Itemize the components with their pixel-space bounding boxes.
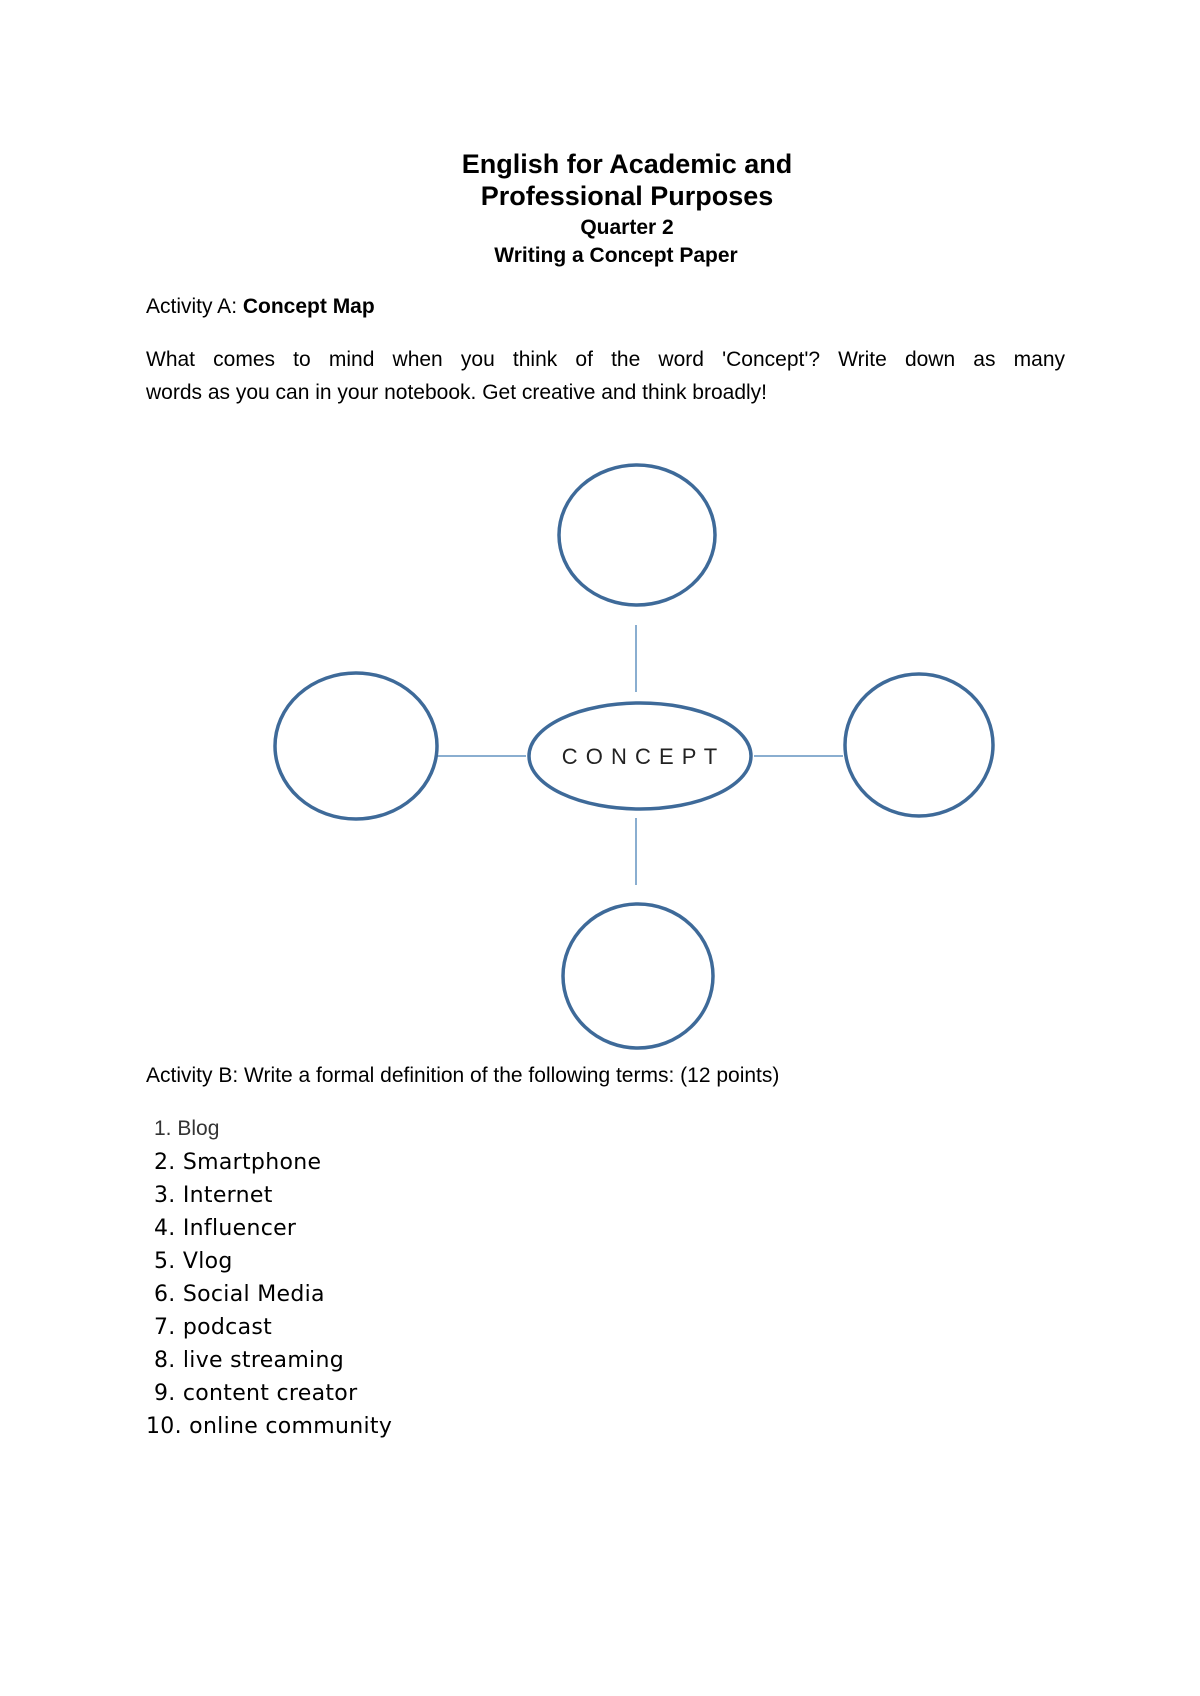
subtitle: Writing a Concept Paper [494,244,738,267]
terms-list [146,1114,392,1443]
title-line-1: English for Academic and [461,149,793,179]
list-item: 2. Smartphone [154,1150,322,1175]
list-item: 7. podcast [154,1315,273,1340]
activity-a-label: Activity A: [146,295,243,318]
list-item: 5. Vlog [154,1249,233,1274]
quarter-label: Quarter 2 [580,216,674,239]
list-item: 6. Social Media [154,1282,325,1307]
title-line-2: Professional Purposes [480,181,774,211]
activity-b-instruction: Activity B: Write a formal definition of the following terms: (12 points) [146,1064,780,1087]
list-item: 9. content creator [154,1381,358,1406]
prompt-line-1: What comes to mind when you think of the word 'Concept'? Write down as many [146,348,1065,371]
bubble-left [275,673,437,819]
list-item: 8. live streaming [154,1348,344,1373]
bubble-right [845,674,993,816]
list-item: 10. online community [146,1414,393,1439]
bubble-bottom [563,904,713,1048]
activity-a-title: Concept Map [242,295,375,318]
bubble-top [559,465,715,605]
list-item: 4. Influencer [154,1216,297,1241]
list-item: 3. Internet [154,1183,273,1208]
prompt-line-2: words as you can in your notebook. Get creative and think broadly! [146,381,768,404]
list-item: 1. Blog [154,1117,220,1140]
center-label: C O N C E P T [561,744,719,769]
